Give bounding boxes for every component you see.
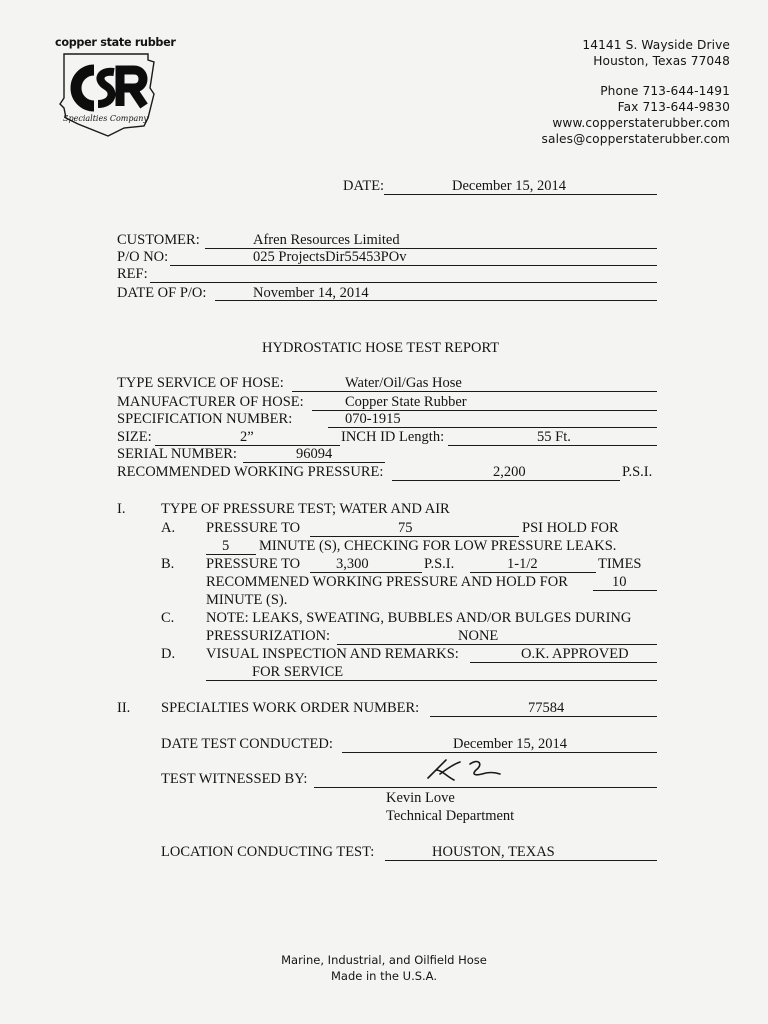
date-value: December 15, 2014 bbox=[452, 178, 566, 194]
po-label: P/O NO: bbox=[117, 249, 169, 265]
po-date-value: November 14, 2014 bbox=[253, 285, 369, 301]
company-fax: Fax 713-644-9830 bbox=[617, 100, 730, 114]
size-value: 2” bbox=[240, 429, 254, 445]
item-b-hold-value: 10 bbox=[612, 574, 627, 590]
item-d-value-2: FOR SERVICE bbox=[252, 664, 344, 680]
hose-type-value: Water/Oil/Gas Hose bbox=[345, 375, 462, 391]
rwp-value: 2,200 bbox=[493, 464, 526, 480]
company-phone: Phone 713-644-1491 bbox=[600, 84, 730, 98]
report-title: HYDROSTATIC HOSE TEST REPORT bbox=[262, 340, 500, 356]
logo-emblem bbox=[50, 48, 162, 140]
rwp-label: RECOMMENDED WORKING PRESSURE: bbox=[117, 464, 384, 480]
witness-name: Kevin Love bbox=[386, 790, 455, 806]
ref-label: REF: bbox=[117, 266, 148, 282]
witnessed-underline bbox=[314, 787, 657, 788]
po-date-label: DATE OF P/O: bbox=[117, 285, 207, 301]
company-address-line2: Houston, Texas 77048 bbox=[593, 54, 730, 68]
serial-number-value: 96094 bbox=[296, 446, 333, 462]
length-value: 55 Ft. bbox=[537, 429, 571, 445]
item-a-minutes-text: MINUTE (S), CHECKING FOR LOW PRESSURE LEAKS. bbox=[259, 538, 617, 554]
item-b-factor-value: 1-1/2 bbox=[507, 556, 538, 572]
ref-underline bbox=[150, 282, 657, 283]
company-address-line1: 14141 S. Wayside Drive bbox=[582, 38, 730, 52]
company-email: sales@copperstaterubber.com bbox=[541, 132, 730, 146]
manufacturer-value: Copper State Rubber bbox=[345, 394, 467, 410]
logo-company-name: copper state rubber bbox=[55, 36, 176, 49]
item-b-line2: RECOMMENED WORKING PRESSURE AND HOLD FOR bbox=[206, 574, 568, 590]
item-a-minutes-underline bbox=[206, 554, 256, 555]
rwp-unit: P.S.I. bbox=[622, 464, 653, 480]
spec-number-label: SPECIFICATION NUMBER: bbox=[117, 411, 293, 427]
item-b-times-label: TIMES bbox=[598, 556, 642, 572]
item-a-pressure-label: PRESSURE TO bbox=[206, 520, 301, 536]
footer-made-in: Made in the U.S.A. bbox=[330, 969, 437, 983]
item-b-pressure-label: PRESSURE TO bbox=[206, 556, 301, 572]
date-label: DATE: bbox=[343, 178, 385, 194]
item-b-psi-label: P.S.I. bbox=[424, 556, 455, 572]
size-label: SIZE: bbox=[117, 429, 152, 445]
item-a-pressure-value: 75 bbox=[398, 520, 413, 536]
footer-tagline: Marine, Industrial, and Oilfield Hose bbox=[281, 953, 487, 967]
item-d-label: VISUAL INSPECTION AND REMARKS: bbox=[206, 646, 459, 662]
serial-number-label: SERIAL NUMBER: bbox=[117, 446, 237, 462]
item-c-line1: NOTE: LEAKS, SWEATING, BUBBLES AND/OR BULGES DURING bbox=[206, 610, 632, 626]
item-c-line2: PRESSURIZATION: bbox=[206, 628, 331, 644]
logo-tagline: Specialties Company bbox=[63, 114, 148, 123]
item-a-psi-hold-label: PSI HOLD FOR bbox=[522, 520, 619, 536]
section-1-heading: TYPE OF PRESSURE TEST; WATER AND AIR bbox=[161, 501, 450, 517]
work-order-label: SPECIALTIES WORK ORDER NUMBER: bbox=[161, 700, 420, 716]
customer-label: CUSTOMER: bbox=[117, 232, 200, 248]
witness-department: Technical Department bbox=[386, 808, 515, 824]
item-a-pressure-underline bbox=[310, 536, 519, 537]
item-d-value: O.K. APPROVED bbox=[521, 646, 629, 662]
company-website: www.copperstaterubber.com bbox=[552, 116, 730, 130]
manufacturer-label: MANUFACTURER OF HOSE: bbox=[117, 394, 304, 410]
po-value: 025 ProjectsDir55453POv bbox=[253, 249, 407, 265]
spec-number-value: 070-1915 bbox=[345, 411, 401, 427]
item-b-pressure-value: 3,300 bbox=[336, 556, 369, 572]
item-b-line3: MINUTE (S). bbox=[206, 592, 288, 608]
item-d-letter: D. bbox=[161, 646, 176, 662]
location-label: LOCATION CONDUCTING TEST: bbox=[161, 844, 375, 860]
witness-signature bbox=[424, 754, 504, 786]
po-underline bbox=[170, 265, 657, 266]
item-b-letter: B. bbox=[161, 556, 175, 572]
item-a-minutes-value: 5 bbox=[222, 538, 230, 554]
witnessed-label: TEST WITNESSED BY: bbox=[161, 771, 308, 787]
hose-type-label: TYPE SERVICE OF HOSE: bbox=[117, 375, 284, 391]
id-length-label: INCH ID Length: bbox=[341, 429, 445, 445]
date-test-value: December 15, 2014 bbox=[453, 736, 567, 752]
date-test-label: DATE TEST CONDUCTED: bbox=[161, 736, 333, 752]
customer-value: Afren Resources Limited bbox=[253, 232, 400, 248]
work-order-value: 77584 bbox=[528, 700, 565, 716]
location-value: HOUSTON, TEXAS bbox=[432, 844, 555, 860]
item-c-letter: C. bbox=[161, 610, 175, 626]
section-2-numeral: II. bbox=[117, 700, 131, 716]
section-1-numeral: I. bbox=[117, 501, 126, 517]
item-a-letter: A. bbox=[161, 520, 176, 536]
item-c-value: NONE bbox=[458, 628, 499, 644]
